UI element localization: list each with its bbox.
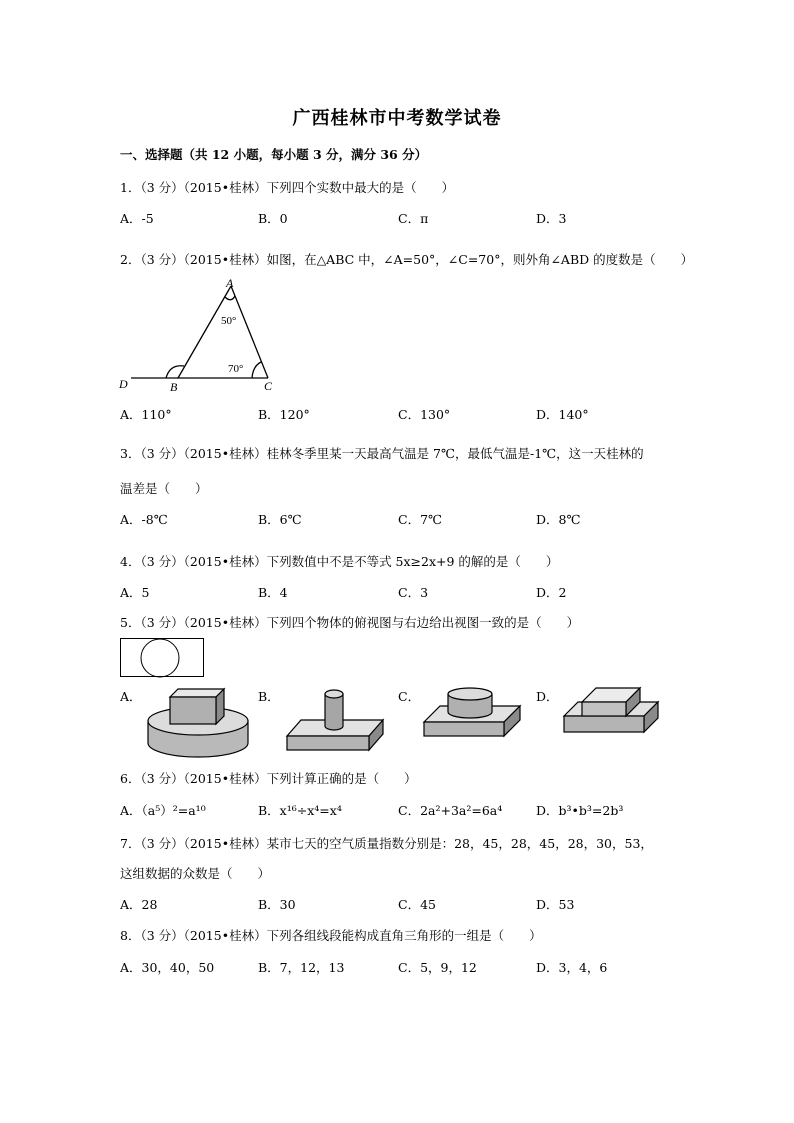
q5-option-d: D． [536, 689, 559, 704]
q3-option-d: D．8℃ [536, 512, 581, 527]
label-D: D [119, 377, 128, 391]
triangle-figure [118, 278, 288, 398]
q4-option-b: B．4 [258, 585, 288, 600]
solid-a-box-on-cylinder [146, 683, 250, 759]
q5-option-b: B． [258, 689, 280, 704]
q3-option-a: A．-8℃ [120, 512, 168, 527]
q4-option-c: C．3 [398, 585, 429, 600]
question-6-stem: 6．（3 分）（2015•桂林）下列计算正确的是（ ） [120, 771, 417, 786]
q4-option-d: D．2 [536, 585, 567, 600]
q6-option-c: C．2a²+3a²=6a⁴ [398, 803, 503, 818]
q3-option-c: C．7℃ [398, 512, 443, 527]
q8-option-b: B．7，12，13 [258, 960, 345, 975]
q6-option-d: D．b³•b³=2b³ [536, 803, 624, 818]
q5-option-c: C． [398, 689, 421, 704]
label-A: A [226, 276, 234, 290]
q8-option-a: A．30，40，50 [120, 960, 215, 975]
q2-option-a: A．110° [120, 407, 172, 422]
q1-option-d: D．3 [536, 211, 567, 226]
q1-option-b: B．0 [258, 211, 288, 226]
q2-option-d: D．140° [536, 407, 589, 422]
page-title: 广西桂林市中考数学试卷 [292, 108, 502, 129]
section-heading: 一、选择题（共 12 小题，每小题 3 分，满分 36 分） [120, 147, 428, 162]
question-5-stem: 5．（3 分）（2015•桂林）下列四个物体的俯视图与右边给出视图一致的是（ ） [120, 615, 580, 630]
question-7-stem-line1: 7．（3 分）（2015•桂林）某市七天的空气质量指数分别是：28，45，28，45，28，30，53， [120, 836, 653, 851]
q4-option-a: A．5 [120, 585, 150, 600]
top-view-figure [120, 638, 204, 678]
label-angle-a: 50° [221, 315, 237, 327]
label-C: C [264, 379, 273, 393]
question-3-stem-line2: 温差是（ ） [120, 481, 208, 496]
q2-option-c: C．130° [398, 407, 451, 422]
solid-c-disc-on-plate [422, 684, 522, 742]
q2-option-b: B．120° [258, 407, 310, 422]
q5-option-a: A． [120, 689, 142, 704]
q1-option-a: A．-5 [120, 211, 154, 226]
q7-option-b: B．30 [258, 897, 296, 912]
question-8-stem: 8．（3 分）（2015•桂林）下列各组线段能构成直角三角形的一组是（ ） [120, 928, 542, 943]
q7-option-d: D．53 [536, 897, 575, 912]
question-3-stem-line1: 3．（3 分）（2015•桂林）桂林冬季里某一天最高气温是 7℃，最低气温是-1℃，这一天桂林的 [120, 446, 644, 461]
solid-d-stepped-block [560, 686, 662, 738]
question-1-stem: 1．（3 分）（2015•桂林）下列四个实数中最大的是（ ） [120, 180, 455, 195]
label-angle-c: 70° [228, 363, 244, 375]
solid-b-cylinder-on-plate [285, 686, 385, 754]
q7-option-c: C．45 [398, 897, 436, 912]
question-2-stem: 2．（3 分）（2015•桂林）如图，在△ABC 中，∠A=50°，∠C=70°，则外角∠ABD 的度数是（ ） [120, 252, 694, 267]
question-4-stem: 4．（3 分）（2015•桂林）下列数值中不是不等式 5x≥2x+9 的解的是（ ） [120, 554, 559, 569]
q7-option-a: A．28 [120, 897, 158, 912]
q6-option-a: A．（a⁵）²=a¹⁰ [120, 803, 206, 818]
question-7-stem-line2: 这组数据的众数是（ ） [120, 866, 271, 881]
q8-option-d: D．3，4，6 [536, 960, 608, 975]
q6-option-b: B．x¹⁶÷x⁴=x⁴ [258, 803, 342, 818]
q3-option-b: B．6℃ [258, 512, 302, 527]
label-B: B [170, 380, 178, 394]
q8-option-c: C．5，9，12 [398, 960, 477, 975]
q1-option-c: C．π [398, 211, 429, 226]
